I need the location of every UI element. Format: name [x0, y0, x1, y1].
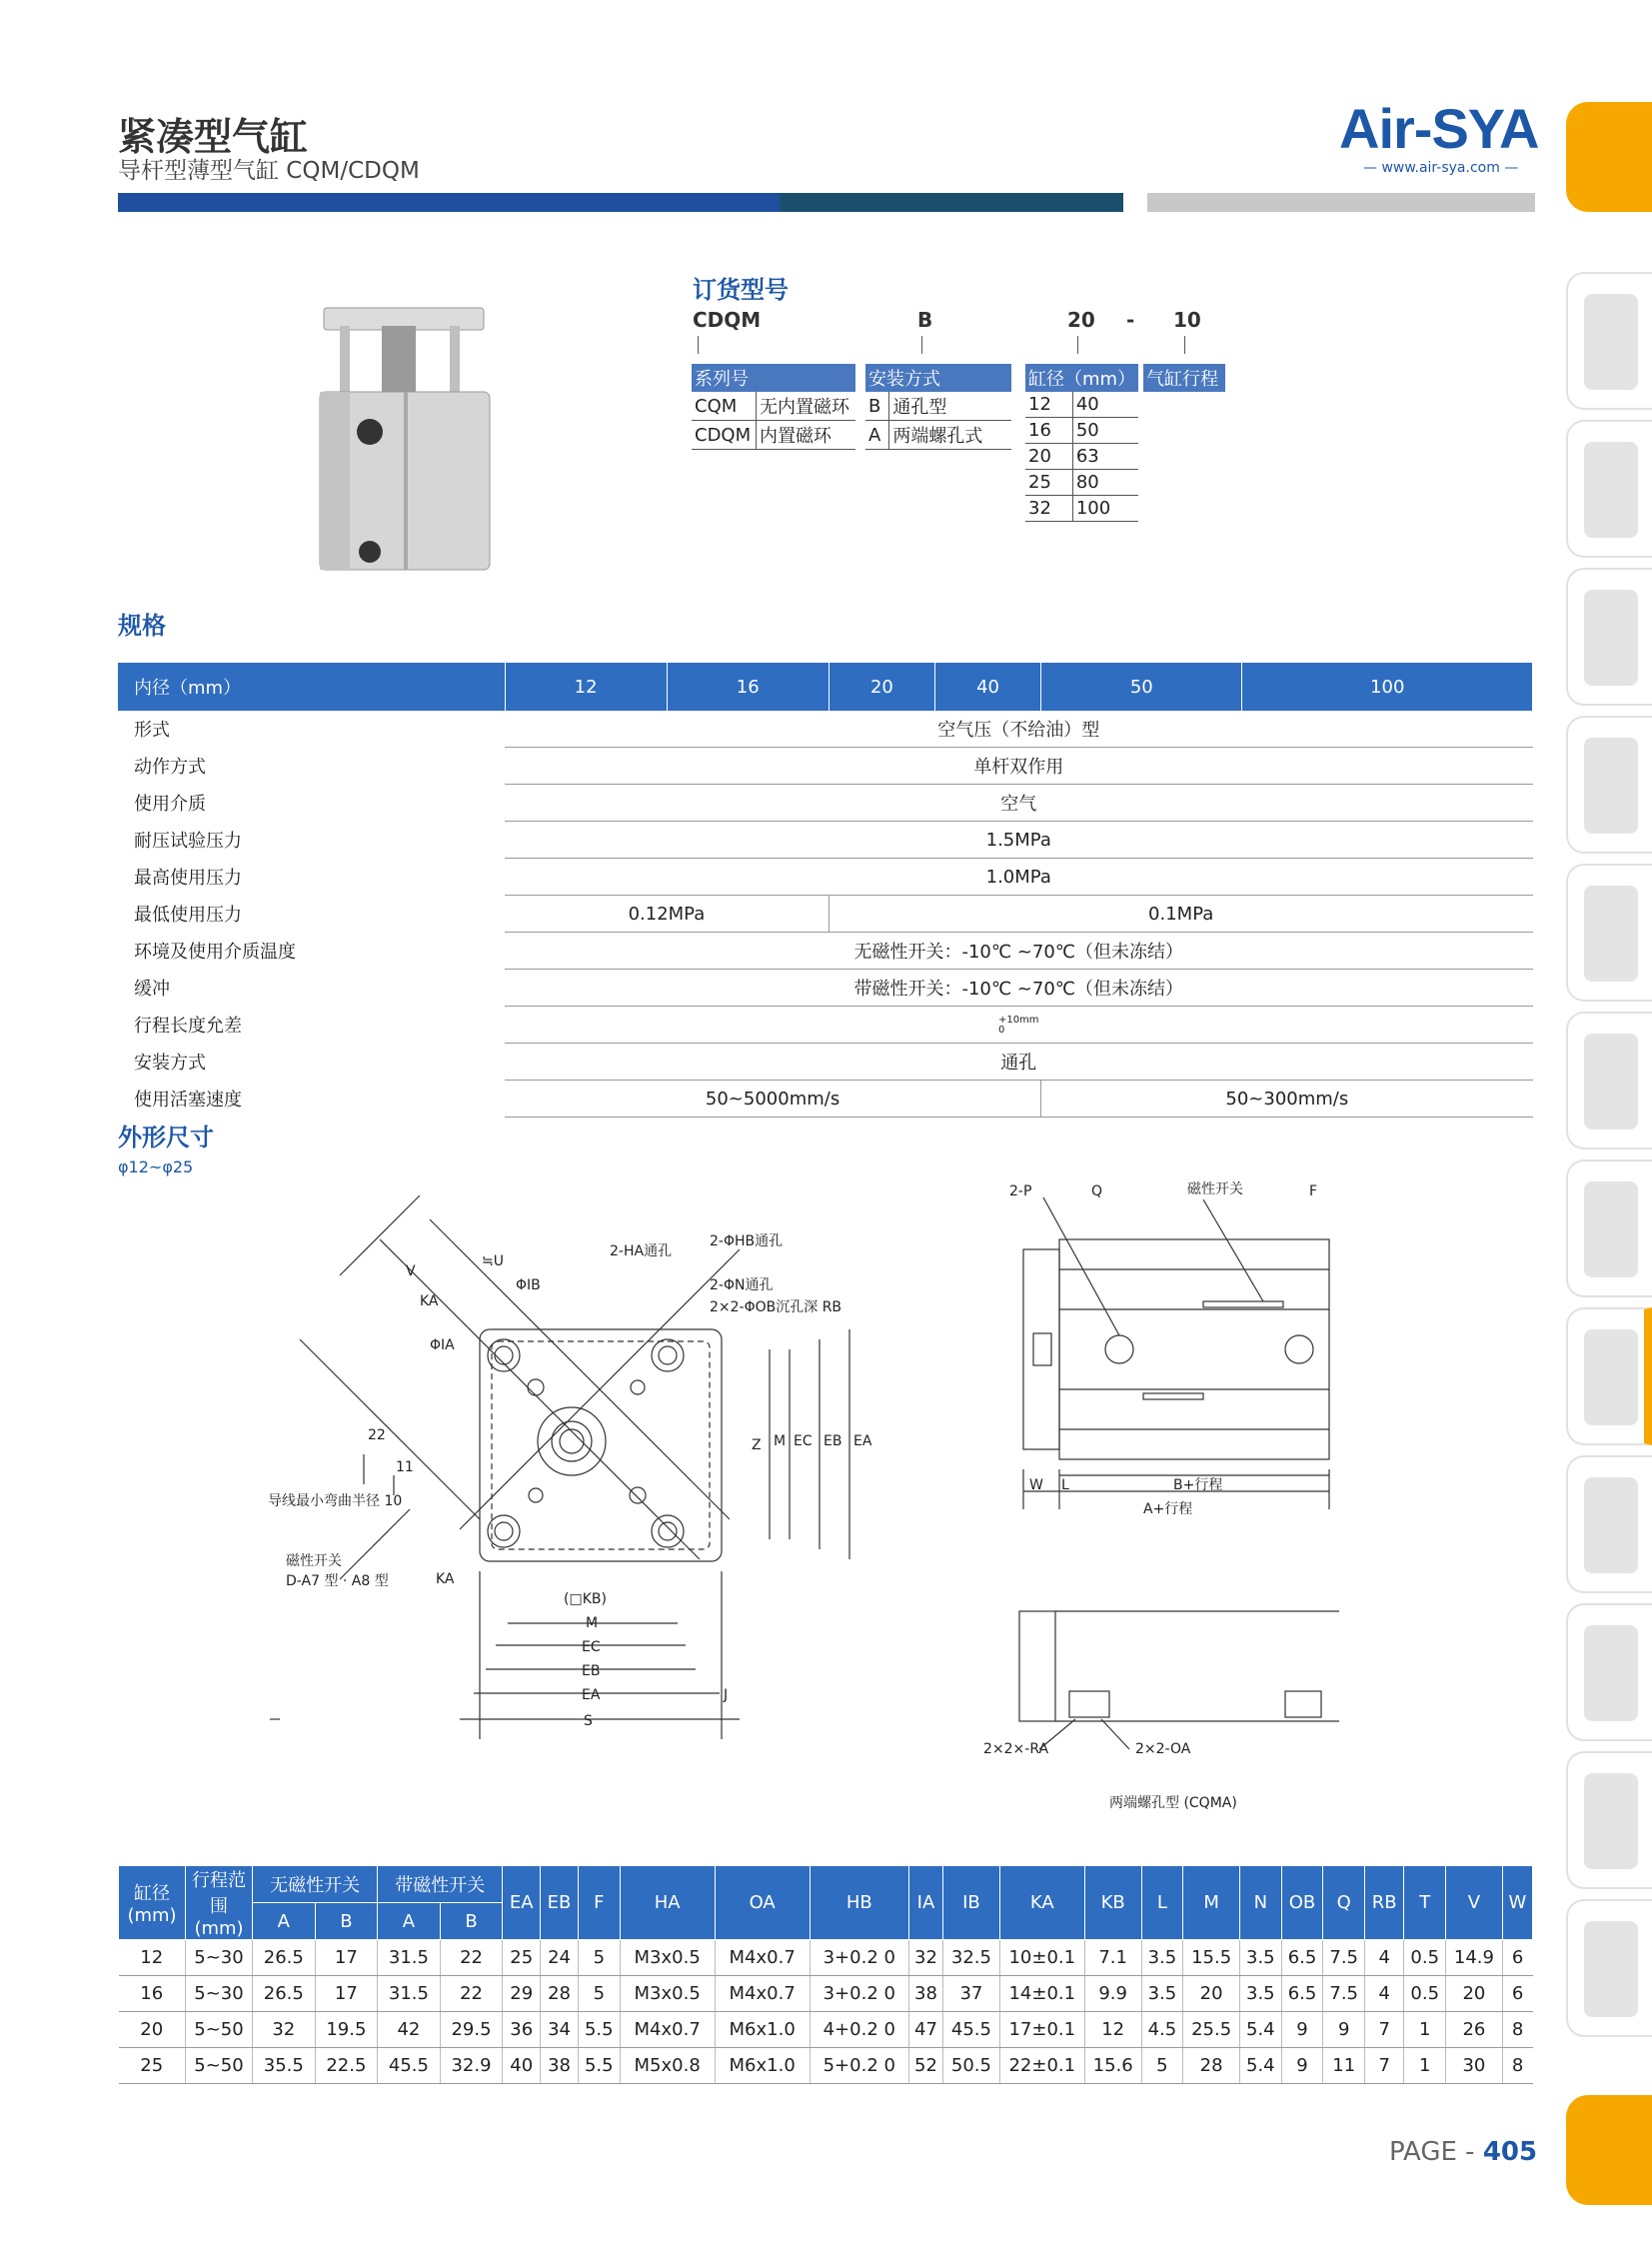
dims-head-col: W: [1502, 1866, 1532, 1940]
side-tab-lubricator[interactable]: [1566, 420, 1652, 558]
stroke-value: 63: [1072, 444, 1138, 470]
label-n: 2-ΦN通孔: [710, 1277, 774, 1293]
table-cell: 5: [578, 1976, 620, 2012]
table-cell: 32: [253, 2012, 316, 2048]
spec-col: 100: [1242, 663, 1533, 711]
side-tab-filter[interactable]: [1566, 272, 1652, 410]
dims-head-col: KA: [999, 1866, 1084, 1940]
table-cell: 9: [1323, 2012, 1365, 2048]
mount-code: A: [865, 421, 889, 450]
table-cell: 14±0.1: [999, 1976, 1084, 2012]
spec-value: 0.12MPa: [505, 896, 828, 933]
valve-icon: [1584, 738, 1638, 834]
table-cell: 5~50: [186, 2048, 253, 2084]
table-cell: 42: [378, 2012, 441, 2048]
table-cell: 3.5: [1239, 1940, 1281, 1976]
label-kb: (□KB): [564, 1591, 607, 1607]
table-cell: 19.5: [315, 2012, 378, 2048]
spec-label: 安装方式: [134, 1053, 206, 1074]
table-cell: 29: [503, 1976, 541, 2012]
series-table: [692, 364, 855, 450]
table-cell: 20: [1446, 1976, 1503, 2012]
label-ib: ΦIB: [516, 1277, 541, 1293]
table-cell: 7.5: [1323, 1940, 1365, 1976]
side-tab-regulator[interactable]: [1566, 1159, 1652, 1297]
table-cell: 5.5: [578, 2012, 620, 2048]
dims-head-col: F: [578, 1866, 620, 1940]
order-tick: [1077, 336, 1078, 354]
table-cell: M6x1.0: [715, 2048, 810, 2084]
mount-desc: 两端螺孔式: [889, 421, 1011, 450]
table-cell: 28: [541, 1976, 579, 2012]
label-22: 22: [368, 1427, 386, 1443]
spec-label: 耐压试验压力: [134, 831, 242, 852]
dims-head-b: B: [440, 1903, 503, 1940]
label-l: L: [1061, 1477, 1069, 1493]
table-cell: 45.5: [378, 2048, 441, 2084]
series-code: CQM: [692, 392, 757, 421]
table-cell: 4: [1365, 1976, 1404, 2012]
page-number: [1389, 2137, 1537, 2167]
table-cell: 35.5: [253, 2048, 316, 2084]
page-title: 紧凑型气缸: [118, 115, 309, 159]
spec-label: 使用活塞速度: [134, 1090, 242, 1111]
dims-head-col: EA: [503, 1866, 541, 1940]
table-cell: 4: [1365, 1940, 1404, 1976]
table-cell: 29.5: [440, 2012, 503, 2048]
manifold-icon: [1584, 1034, 1638, 1129]
table-cell: 26: [1446, 2012, 1503, 2048]
bore-value: 25: [1025, 470, 1072, 496]
order-code-stroke: 10: [1173, 308, 1201, 332]
dims-title: 外形尺寸: [118, 1123, 214, 1151]
bore-value: 16: [1025, 418, 1072, 444]
table-row: [119, 1940, 1533, 1976]
spec-label: 动作方式: [134, 757, 206, 778]
table-cell: 0.5: [1404, 1976, 1446, 2012]
label-p: 2-P: [1009, 1183, 1032, 1199]
table-cell: 50.5: [943, 2048, 1000, 2084]
table-cell: 25.5: [1183, 2012, 1240, 2048]
stroke-value: 40: [1072, 392, 1138, 418]
table-cell: 34: [541, 2012, 579, 2048]
dims-head-a: A: [378, 1903, 441, 1940]
table-cell: 31.5: [378, 1940, 441, 1976]
label-hb: 2-ΦHB通孔: [710, 1233, 784, 1249]
spec-value: 1.5MPa: [505, 822, 1533, 859]
spec-label: 最高使用压力: [134, 868, 242, 889]
label-v: V: [406, 1263, 416, 1279]
table-cell: 11: [1323, 2048, 1365, 2084]
table-cell: 5~30: [186, 1940, 253, 1976]
label-ec-vertical: EC: [794, 1433, 813, 1449]
front-view-drawing: [260, 1179, 889, 1749]
dims-head-col: HB: [810, 1866, 908, 1940]
label-b-stroke: B+行程: [1173, 1477, 1223, 1493]
label-q: Q: [1091, 1183, 1103, 1199]
label-switch-type: D-A7 型 · A8 型: [286, 1573, 389, 1589]
side-tab-vacuum[interactable]: [1566, 1751, 1652, 1889]
spec-value: 通孔: [505, 1044, 1533, 1081]
stroke-value: 80: [1072, 470, 1138, 496]
table-cell: 38: [908, 1976, 942, 2012]
table-cell: 32: [908, 1940, 942, 1976]
table-cell: 6: [1502, 1976, 1532, 2012]
table-cell: 4.5: [1141, 2012, 1183, 2048]
spec-label: 最低使用压力: [134, 905, 242, 926]
table-cell: 9: [1281, 2012, 1323, 2048]
order-code-bore: 20: [1067, 308, 1095, 332]
series-desc: 无内置磁环: [757, 392, 855, 421]
label-cqma: 两端螺孔型 (CQMA): [1109, 1795, 1237, 1811]
dims-head-col: N: [1239, 1866, 1281, 1940]
table-cell: 9.9: [1084, 1976, 1141, 2012]
dims-head-col: IB: [943, 1866, 1000, 1940]
table-cell: M4x0.7: [620, 2012, 715, 2048]
product-image: [300, 296, 500, 576]
page-label: PAGE -: [1389, 2137, 1483, 2167]
series-head: 系列号: [692, 364, 855, 392]
table-cell: 30: [1446, 2048, 1503, 2084]
side-tab-cylinder[interactable]: [1566, 1307, 1652, 1445]
order-tick: [698, 336, 699, 354]
table-cell: 28: [1183, 2048, 1240, 2084]
dimension-table: [118, 1865, 1533, 2084]
order-title: 订货型号: [693, 276, 789, 304]
table-cell: 5~30: [186, 1976, 253, 2012]
table-cell: 3+0.2 0: [810, 1976, 908, 2012]
side-tab-fitting[interactable]: [1566, 568, 1652, 706]
tolerance-upper: +10mm: [997, 1014, 1039, 1026]
table-cell: M4x0.7: [715, 1976, 810, 2012]
table-cell: 5+0.2 0: [810, 2048, 908, 2084]
label-switch-side: 磁性开关: [1187, 1181, 1243, 1197]
table-cell: 5: [578, 1940, 620, 1976]
table-cell: 22: [440, 1940, 503, 1976]
table-cell: M3x0.5: [620, 1976, 715, 2012]
table-cell: 5: [1141, 2048, 1183, 2084]
bore-value: 20: [1025, 444, 1072, 470]
side-tab-accessory[interactable]: [1566, 1899, 1652, 2037]
label-s: S: [584, 1713, 593, 1729]
mount-table: [865, 364, 1011, 450]
table-cell: 52: [908, 2048, 942, 2084]
spec-value: 0.1MPa: [828, 896, 1532, 933]
table-cell: 25: [503, 1940, 541, 1976]
cqma-view-drawing: [979, 1599, 1359, 1819]
stroke-table: [1143, 364, 1225, 392]
spec-col: 16: [667, 663, 828, 711]
table-cell: 17: [315, 1940, 378, 1976]
mount-desc: 通孔型: [889, 392, 1011, 421]
table-cell: 24: [541, 1940, 579, 1976]
table-cell: M6x1.0: [715, 2012, 810, 2048]
spec-value: 空气: [505, 785, 1533, 822]
table-cell: 17: [315, 1976, 378, 2012]
table-cell: 3.5: [1141, 1940, 1183, 1976]
label-m: M: [586, 1615, 599, 1631]
spec-value: 带磁性开关：-10℃ ~70℃（但未冻结）: [505, 970, 1533, 1007]
order-code-series: CDQM: [693, 308, 762, 332]
label-z: Z: [752, 1437, 762, 1453]
filter-icon: [1584, 294, 1638, 390]
side-tab-gripper[interactable]: [1566, 1455, 1652, 1593]
dims-head-col: M: [1183, 1866, 1240, 1940]
dims-head-col: Q: [1323, 1866, 1365, 1940]
label-bend-radius: 导线最小弯曲半径 10: [268, 1493, 403, 1509]
order-code-mount: B: [917, 308, 933, 332]
label-j: J: [724, 1687, 729, 1703]
spec-label: 形式: [134, 720, 170, 742]
side-view-drawing: [1003, 1179, 1363, 1539]
table-cell: 37: [943, 1976, 1000, 2012]
label-eb-vertical: EB: [824, 1433, 842, 1449]
spec-value: 空气压（不给油）型: [505, 711, 1533, 748]
table-cell: 14.9: [1446, 1940, 1503, 1976]
dims-head-a: A: [253, 1903, 316, 1940]
dims-head-col: L: [1141, 1866, 1183, 1940]
label-ec: EC: [582, 1639, 601, 1655]
table-cell: 9: [1281, 2048, 1323, 2084]
table-cell: 1: [1404, 2012, 1446, 2048]
side-tab-bottom[interactable]: [1566, 2095, 1652, 2205]
table-cell: 15.5: [1183, 1940, 1240, 1976]
label-w: W: [1029, 1477, 1043, 1493]
dims-head-bore: 缸径(mm): [119, 1866, 186, 1940]
lubricator-icon: [1584, 442, 1638, 538]
spec-title: 规格: [118, 612, 166, 640]
mount-head: 安装方式: [865, 364, 1011, 392]
label-ka-lower: KA: [436, 1571, 455, 1587]
dims-head-nosw: 无磁性开关: [253, 1866, 378, 1903]
table-cell: 10±0.1: [999, 1940, 1084, 1976]
spec-col: 50: [1041, 663, 1242, 711]
spec-value: 50~300mm/s: [1041, 1081, 1533, 1118]
table-cell: 15.6: [1084, 2048, 1141, 2084]
dims-range: φ12~φ25: [118, 1157, 194, 1176]
cylinder-icon: [1584, 1329, 1638, 1425]
header-bar-grey: [1147, 193, 1535, 212]
table-cell: 36: [503, 2012, 541, 2048]
solenoid-icon: [1584, 886, 1638, 982]
table-cell: 3.5: [1239, 1976, 1281, 2012]
dims-head-col: OA: [715, 1866, 810, 1940]
table-cell: 8: [1502, 2048, 1532, 2084]
header-bar-teal: [780, 193, 1123, 212]
table-cell: 5.5: [578, 2048, 620, 2084]
table-cell: 7.5: [1323, 1976, 1365, 2012]
dims-head-col: V: [1446, 1866, 1503, 1940]
label-ea: EA: [582, 1687, 601, 1703]
table-cell: 1: [1404, 2048, 1446, 2084]
table-cell: 5.4: [1239, 2012, 1281, 2048]
spec-col: 20: [828, 663, 934, 711]
label-m-vertical: M: [774, 1433, 787, 1449]
spec-label: 缓冲: [134, 979, 170, 1000]
table-cell: 6.5: [1281, 1940, 1323, 1976]
table-cell: 12: [119, 1940, 186, 1976]
label-switch: 磁性开关: [286, 1553, 342, 1569]
table-cell: 47: [908, 2012, 942, 2048]
side-tab-top[interactable]: [1566, 102, 1652, 212]
table-cell: 0.5: [1404, 1940, 1446, 1976]
table-cell: 3.5: [1141, 1976, 1183, 2012]
dims-head-col: KB: [1084, 1866, 1141, 1940]
side-tab-manifold[interactable]: [1566, 1012, 1652, 1149]
table-cell: 31.5: [378, 1976, 441, 2012]
label-ha: 2-HA通孔: [610, 1243, 673, 1259]
spec-label: 环境及使用介质温度: [134, 942, 296, 963]
label-ia: ΦIA: [430, 1337, 455, 1353]
mount-code: B: [865, 392, 889, 421]
regulator-icon: [1584, 1181, 1638, 1277]
table-cell: 7: [1365, 2012, 1404, 2048]
table-cell: M3x0.5: [620, 1940, 715, 1976]
table-cell: 25: [119, 2048, 186, 2084]
dimension-table-body: [119, 1940, 1533, 2084]
table-cell: 6: [1502, 1940, 1532, 1976]
table-cell: M4x0.7: [715, 1940, 810, 1976]
table-cell: M5x0.8: [620, 2048, 715, 2084]
vacuum-icon: [1584, 1773, 1638, 1869]
order-tick: [1184, 336, 1185, 354]
bore-head: 缸径（mm）: [1025, 364, 1138, 392]
spec-label: 行程长度允差: [134, 1016, 242, 1037]
table-cell: 5~50: [186, 2012, 253, 2048]
spec-col: 12: [505, 663, 667, 711]
spec-table: [118, 663, 1533, 1118]
spec-value: 单杆双作用: [505, 748, 1533, 785]
table-row: [119, 2012, 1533, 2048]
label-ra: 2×2×-RA: [983, 1741, 1049, 1757]
series-desc: 内置磁环: [757, 421, 855, 450]
header-bar-blue: [118, 193, 780, 212]
table-cell: 38: [541, 2048, 579, 2084]
spec-value: 无磁性开关：-10℃ ~70℃（但未冻结）: [505, 933, 1533, 970]
spec-value: [505, 1007, 1533, 1044]
side-tab-valve[interactable]: [1566, 716, 1652, 854]
bore-value: 12: [1025, 392, 1072, 418]
table-row: [119, 1976, 1533, 2012]
table-cell: 5.4: [1239, 2048, 1281, 2084]
table-row: [119, 2048, 1533, 2084]
series-code: CDQM: [692, 421, 757, 450]
table-cell: 8: [1502, 2012, 1532, 2048]
brand-logo: Air-SYA: [1339, 97, 1539, 160]
label-eb: EB: [582, 1663, 601, 1679]
table-cell: 12: [1084, 2012, 1141, 2048]
label-a-stroke: A+行程: [1143, 1501, 1193, 1517]
spec-value: 1.0MPa: [505, 859, 1533, 896]
order-tick: [921, 336, 922, 354]
table-cell: 22±0.1: [999, 2048, 1084, 2084]
table-cell: 20: [119, 2012, 186, 2048]
dims-head-col: EB: [541, 1866, 579, 1940]
accessory-icon: [1584, 1921, 1638, 2017]
table-cell: 22.5: [315, 2048, 378, 2084]
page-subtitle: 导杆型薄型气缸 CQM/CDQM: [118, 158, 420, 184]
table-cell: 4+0.2 0: [810, 2012, 908, 2048]
label-11: 11: [396, 1459, 414, 1475]
label-oa: 2×2-OA: [1135, 1741, 1191, 1757]
dims-head-stroke: 行程范围(mm): [186, 1866, 253, 1940]
table-cell: 32.5: [943, 1940, 1000, 1976]
table-cell: 7: [1365, 2048, 1404, 2084]
label-ea-vertical: EA: [853, 1433, 872, 1449]
table-cell: 17±0.1: [999, 2012, 1084, 2048]
table-cell: 22: [440, 1976, 503, 2012]
dims-head-col: HA: [620, 1866, 715, 1940]
dims-head-col: OB: [1281, 1866, 1323, 1940]
page-number-value: 405: [1482, 2137, 1538, 2167]
order-code-dash: -: [1126, 308, 1135, 332]
table-cell: 26.5: [253, 1976, 316, 2012]
dims-head-col: T: [1404, 1866, 1446, 1940]
brand-url: — www.air-sya.com —: [1363, 160, 1519, 176]
gripper-icon: [1584, 1477, 1638, 1573]
spec-col: 40: [934, 663, 1040, 711]
spec-value: 50~5000mm/s: [505, 1081, 1041, 1118]
bore-table: [1025, 364, 1138, 522]
label-u: ≒U: [482, 1253, 504, 1269]
dims-head-b: B: [315, 1903, 378, 1940]
dims-head-col: IA: [908, 1866, 942, 1940]
table-cell: 16: [119, 1976, 186, 2012]
table-cell: 6.5: [1281, 1976, 1323, 2012]
tolerance-lower: 0: [997, 1024, 1005, 1036]
table-cell: 26.5: [253, 1940, 316, 1976]
bore-value: 32: [1025, 496, 1072, 522]
spec-head-label: 内径（mm）: [118, 663, 505, 711]
fitting-icon: [1584, 590, 1638, 686]
table-cell: 3+0.2 0: [810, 1940, 908, 1976]
rotary-icon: [1584, 1625, 1638, 1721]
label-ob: 2×2-ΦOB沉孔深 RB: [710, 1299, 842, 1315]
dims-head-sw: 带磁性开关: [378, 1866, 503, 1903]
table-cell: 7.1: [1084, 1940, 1141, 1976]
stroke-value: 100: [1072, 496, 1138, 522]
table-cell: 32.9: [440, 2048, 503, 2084]
side-tab-solenoid[interactable]: [1566, 864, 1652, 1002]
side-tab-rotary[interactable]: [1566, 1603, 1652, 1741]
dims-head-col: RB: [1365, 1866, 1404, 1940]
spec-label: 使用介质: [134, 794, 206, 815]
stroke-value: 50: [1072, 418, 1138, 444]
table-cell: 40: [503, 2048, 541, 2084]
label-f: F: [1309, 1183, 1318, 1199]
table-cell: 45.5: [943, 2012, 1000, 2048]
stroke-head: 气缸行程: [1143, 364, 1225, 392]
table-cell: 20: [1183, 1976, 1240, 2012]
label-ka: KA: [420, 1293, 439, 1309]
